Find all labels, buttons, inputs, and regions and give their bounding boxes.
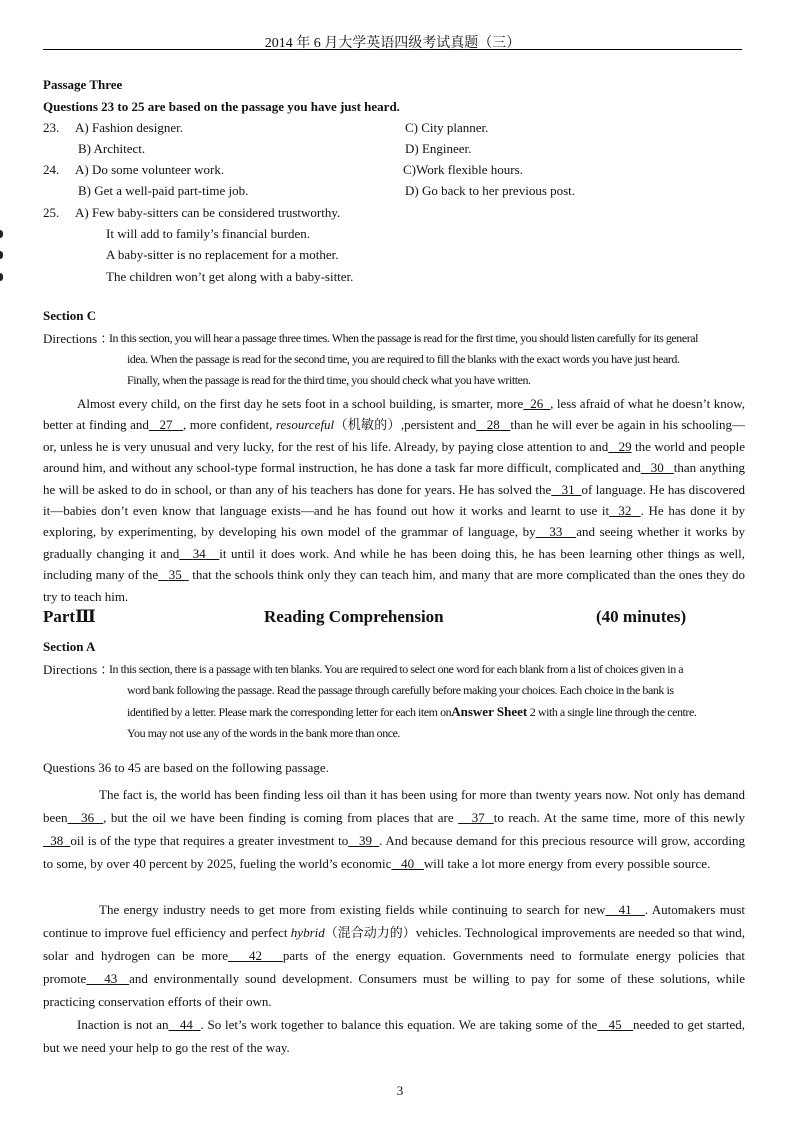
section-a-title: Section A <box>43 639 96 654</box>
passage-text: . So let’s work together to balance this equation. We are taking some of the <box>200 1017 598 1032</box>
part-three-time: (40 minutes) <box>596 607 687 626</box>
blank-38[interactable]: 38 <box>50 833 64 848</box>
q25-option-d: The children won’t get along with a baby-sitter. <box>106 269 354 284</box>
directions-line: In this section, you will hear a passage three times. When the passage is read for the first time, you should listen carefully for its general <box>109 331 699 345</box>
passage-text: will take a lot more energy from every possible source. <box>423 856 711 871</box>
passage-text: parts of the energy equation. Governments need to formulate energy policies that promote <box>43 948 745 986</box>
passage-text: . He has done it by exploring, by experimenting, by developing his own model of the grammar of language, by <box>43 503 746 540</box>
passage-text: , more confident, <box>183 417 273 433</box>
q23-option-a: A) Fashion designer. <box>75 120 183 135</box>
passage-text: hybrid <box>290 925 325 940</box>
passage-three-instruction: Questions 23 to 25 are based on the passage you have just heard. <box>43 99 400 114</box>
blank-33[interactable]: 33 <box>549 524 563 540</box>
directions-line: In this section, there is a passage with ten blanks. You are required to select one word for each blank from a list of choices given in a <box>109 662 684 676</box>
passage-text: than he will ever be again in his schooling—or, unless he is very unusual and very lucky, for the rest of his life. Already, by paying close attention to and <box>43 417 746 454</box>
blank-30[interactable]: 30 <box>650 460 664 476</box>
passage-three-title: Passage Three <box>43 77 123 92</box>
blank-26[interactable]: 26 <box>530 396 544 411</box>
page-number: 3 <box>396 1083 404 1098</box>
passage-text: of language. He has discovered it—babies don’t even know that language exists—and he has found out how it works and learnt to use it <box>43 481 745 519</box>
passage-text: it until it does work. And while he has been doing this, he has been learning other things as well, including many of the <box>43 545 745 583</box>
header-rule <box>43 49 742 50</box>
blank-42[interactable]: 42 <box>248 948 262 963</box>
passage-text: that the schools think only they can teach him, and many that are more complicated than the ones they do try to teach him. <box>43 567 746 604</box>
directions-line: You may not use any of the words in the bank more than once. <box>127 726 401 740</box>
passage-text: and seeing whether it works by gradually changing it and <box>43 524 746 561</box>
passage-text: , less afraid of what he doesn’t know, better at finding and <box>43 396 746 433</box>
passage-text: （机敏的） <box>334 417 401 433</box>
answer-sheet-label: Answer Sheet <box>451 704 528 719</box>
q25-option-b: It will add to family’s financial burden. <box>106 226 310 241</box>
passage-text: oil is of the type that requires a greater investment to <box>70 833 349 848</box>
directions-line: word bank following the passage. Read the passage through carefully before making your choices. Each choice in the bank is <box>127 683 674 697</box>
passage-text: to reach. At the same time, more of this newly <box>493 810 746 825</box>
passage-text: needed to get started, but we need your help to go the rest of the way. <box>43 1017 746 1055</box>
directions-label: Directions ： <box>43 331 114 346</box>
blank-28[interactable]: 28 <box>486 417 500 433</box>
q24-option-c: C)Work flexible hours. <box>403 162 523 177</box>
part-three-label: PartⅢ <box>43 607 96 626</box>
directions-line: identified by a letter. Please mark the corresponding letter for each item onAnswer Sheet 2 with a single line through the centre. <box>127 704 697 719</box>
directions-label: Directions ： <box>43 662 114 677</box>
passage-text: . Automakers must continue to improve fuel efficiency and perfect <box>43 902 746 940</box>
passage-text: the world and people around him, and without any school-type formal instruction, he has done a task far more difficult, complicated and <box>43 438 745 476</box>
q23-option-c: C) City planner. <box>405 120 489 135</box>
passage-text: ,persistent and <box>400 417 477 433</box>
blank-31[interactable]: 31 <box>561 481 575 497</box>
blank-40[interactable]: 40 <box>401 856 415 871</box>
blank-34[interactable]: 34 <box>192 545 206 561</box>
reading-paragraph-1 <box>43 783 745 875</box>
blank-37[interactable]: 37 <box>471 810 485 825</box>
section-c-title: Section C <box>43 308 97 323</box>
q25-number: 25. <box>43 205 60 220</box>
scan-edge-mark <box>0 251 3 259</box>
blank-35[interactable]: 35 <box>168 567 182 583</box>
blank-43[interactable]: 43 <box>104 971 118 986</box>
blank-32[interactable]: 32 <box>618 503 632 519</box>
passage-text: vehicles. Technological improvements are needed so that wind, solar and hydrogen can be more <box>43 925 745 963</box>
part-three-title: Reading Comprehension <box>264 607 444 626</box>
page-header-title: 2014 年 6 月大学英语四级考试真题（三） <box>264 36 521 51</box>
directions-line: idea. When the passage is read for the second time, you are required to fill the blanks with the exact words you have just heard. <box>127 352 680 366</box>
passage-text: The fact is, the world has been finding less oil than it has been using for more than twenty years now. Not only has demand been <box>43 787 745 825</box>
q24-number: 24. <box>43 162 60 177</box>
q25-option-c: A baby-sitter is no replacement for a mother. <box>106 247 339 262</box>
q24-option-a: A) Do some volunteer work. <box>75 162 225 177</box>
blank-36[interactable]: 36 <box>81 810 95 825</box>
scan-edge-mark <box>0 230 3 238</box>
blank-29[interactable]: 29 <box>618 438 632 454</box>
section-a-directions <box>43 659 755 744</box>
blank-27[interactable]: 27 <box>159 417 173 433</box>
passage-text: and environmentally sound development. Consumers must be willing to pay for some of these solutions, while practicing conservation efforts of their own. <box>43 971 746 1009</box>
q23-number: 23. <box>43 120 60 135</box>
section-c-passage <box>43 393 745 607</box>
passage-text: The energy industry needs to get more from existing fields while continuing to search for new <box>99 902 606 917</box>
passage-text: （混合动力的） <box>324 925 416 940</box>
passage-text: , but the oil we have been finding is coming from places that are <box>103 810 454 825</box>
q25-option-a: A) Few baby-sitters can be considered trustworthy. <box>75 205 341 220</box>
blank-44[interactable]: 44 <box>179 1017 193 1032</box>
passage-text: Almost every child, on the first day he sets foot in a school building, is smarter, more <box>77 396 524 411</box>
reading-paragraph-2 <box>43 898 745 1013</box>
q23-option-b: B) Architect. <box>78 141 146 156</box>
q24-option-d: D) Go back to her previous post. <box>405 183 576 198</box>
passage-text: Inaction is not an <box>77 1017 169 1032</box>
blank-39[interactable]: 39 <box>359 833 373 848</box>
directions-line: Finally, when the passage is read for the third time, you should check what you have written. <box>127 373 531 387</box>
scan-edge-mark <box>0 273 3 281</box>
passage-text: resourceful <box>275 417 335 433</box>
section-c-directions <box>43 328 755 391</box>
passage-text: . And because demand for this precious resource will grow, according to some, by over 40 percent by 2025, fueling the world’s economic <box>43 833 746 871</box>
q23-option-d: D) Engineer. <box>405 141 472 156</box>
passage-text: than anything he will be asked to do in school, or than any of his teachers has done for years. He has solved the <box>43 460 745 497</box>
q24-option-b: B) Get a well-paid part-time job. <box>78 183 249 198</box>
blank-41[interactable]: 41 <box>618 902 632 917</box>
questions-intro: Questions 36 to 45 are based on the following passage. <box>43 760 329 775</box>
reading-paragraph-3 <box>43 1013 745 1059</box>
blank-45[interactable]: 45 <box>608 1017 622 1032</box>
